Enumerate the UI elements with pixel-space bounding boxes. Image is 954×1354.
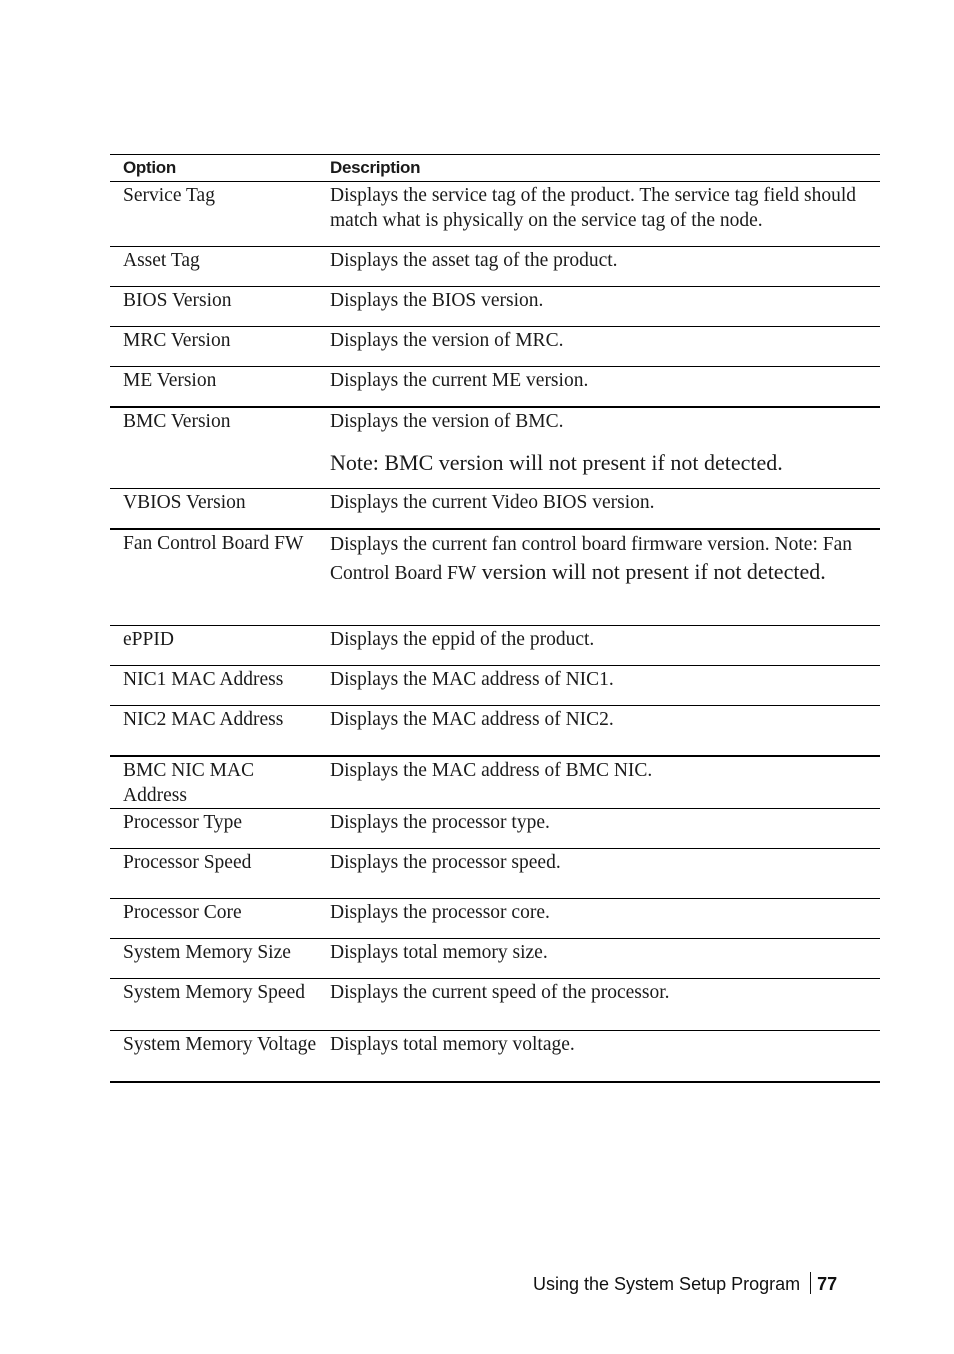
row-option: Service Tag <box>123 185 215 206</box>
row-option: System Memory Voltage <box>123 1034 317 1055</box>
row-option: System Memory Size <box>123 942 291 963</box>
row-description-block <box>330 409 875 475</box>
footer-section-title: Using the System Setup Program <box>533 1274 801 1294</box>
table-row <box>110 247 880 287</box>
table-row <box>110 367 880 408</box>
footer-divider <box>810 1272 811 1294</box>
page-number: 77 <box>817 1274 838 1294</box>
row-option: Processor Type <box>123 812 243 833</box>
table-row <box>110 666 880 706</box>
page-footer <box>533 1272 837 1295</box>
row-option: BMC Version <box>123 411 231 432</box>
row-description: Displays the current ME version. <box>330 370 589 391</box>
table-row <box>110 1031 880 1081</box>
row-option: System Memory Speed <box>123 982 305 1003</box>
row-option: BIOS Version <box>123 290 232 311</box>
row-description: Displays the processor type. <box>330 812 550 833</box>
table-row <box>110 530 880 626</box>
table-row <box>110 408 880 489</box>
table-row <box>110 489 880 530</box>
row-option: NIC2 MAC Address <box>123 709 284 730</box>
row-description: Displays total memory voltage. <box>330 1034 575 1055</box>
table-row <box>110 182 880 247</box>
header-description: Description <box>330 158 421 177</box>
row-description: Displays the processor speed. <box>330 852 561 873</box>
table-row <box>110 979 880 1031</box>
row-description: Displays the asset tag of the product. <box>330 250 618 271</box>
row-description: Displays the version of MRC. <box>330 330 564 351</box>
row-description: Displays the service tag of the product. The service tag field should match what is physically on the service tag of the node. <box>330 185 856 231</box>
row-description: Displays the BIOS version. <box>330 290 544 311</box>
row-option: BMC NIC MAC Address <box>123 760 255 806</box>
row-option: ME Version <box>123 370 217 391</box>
table-row <box>110 849 880 899</box>
row-option: Processor Core <box>123 902 242 923</box>
table-row <box>110 287 880 327</box>
header-option: Option <box>123 158 176 177</box>
row-option: MRC Version <box>123 330 231 351</box>
row-description: Displays the current fan control board firmware version. Note: Fan Control Board FW <box>330 534 853 584</box>
table-row <box>110 757 880 809</box>
row-description: Displays the processor core. <box>330 902 550 923</box>
table-header <box>110 155 880 182</box>
table-row <box>110 899 880 939</box>
row-description: Displays the MAC address of NIC1. <box>330 669 614 690</box>
row-description-tail: version will not present if not detected. <box>476 559 826 584</box>
table-row <box>110 626 880 666</box>
table-row <box>110 809 880 849</box>
row-description: Displays the current Video BIOS version. <box>330 492 655 513</box>
table-row <box>110 706 880 757</box>
row-option: VBIOS Version <box>123 492 246 513</box>
row-description: Displays total memory size. <box>330 942 548 963</box>
row-option: Fan Control Board FW <box>123 533 304 554</box>
row-description-block <box>330 531 875 587</box>
row-option: Asset Tag <box>123 250 200 271</box>
table-row <box>110 939 880 979</box>
row-description: Displays the current speed of the processor. <box>330 982 670 1003</box>
row-note: Note: BMC version will not present if not detected. <box>330 450 783 475</box>
row-option: NIC1 MAC Address <box>123 669 284 690</box>
options-table <box>110 154 880 1083</box>
row-description: Displays the MAC address of NIC2. <box>330 709 614 730</box>
row-description: Displays the version of BMC. <box>330 411 564 432</box>
row-option: ePPID <box>123 629 174 650</box>
row-description: Displays the MAC address of BMC NIC. <box>330 760 653 781</box>
row-option: Processor Speed <box>123 852 252 873</box>
row-description: Displays the eppid of the product. <box>330 629 595 650</box>
table-row <box>110 327 880 367</box>
